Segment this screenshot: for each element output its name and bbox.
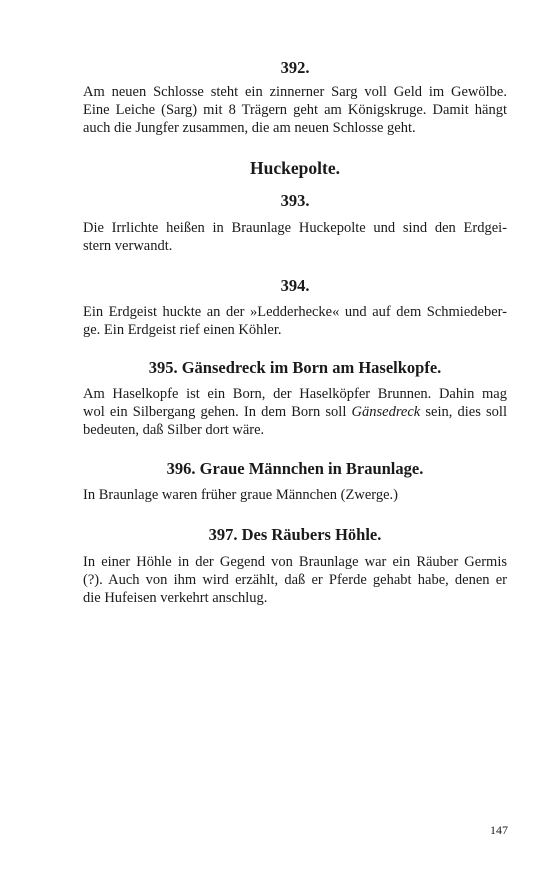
italic-word: Gänsedreck [351,404,421,420]
text-line: (?). Auch von ihm wird erzählt, daß er Pferde gehabt habe, denen er [83,572,507,588]
section-394 [83,276,507,296]
text-line: die Hufeisen verkehrt anschlug. [83,590,268,606]
section-393-body [83,219,507,255]
text-line: In einer Höhle in der Gegend von Braunlage war ein Räuber Germis [83,554,507,570]
section-heading: 395. Gänsedreck im Born am Haselkopfe. [148,358,442,377]
paragraph [83,486,507,504]
text-line: Die Irrlichte heißen in Braunlage Huckepolte und sind den Erdgei- [83,220,507,236]
text-line: Am Haselkopfe ist ein Born, der Haselköpfer Brunnen. Dahin mag [83,386,507,402]
section-395 [83,358,507,378]
text-fragment: sein, dies soll [425,404,507,420]
paragraph [83,303,507,339]
group-title: Huckepolte. [250,158,340,178]
section-397-body [83,553,507,607]
text-line: Am neuen Schlosse steht ein zinnerner Sarg voll Geld im Gewölbe. [83,84,507,100]
text-line: Ein Erdgeist huckte an der »Ledderhecke« und auf dem Schmiedeber- [83,304,507,320]
section-393 [83,191,507,211]
paragraph [83,219,507,255]
section-heading: 392. [280,58,310,77]
paragraph [83,83,507,137]
section-396 [83,459,507,479]
text-line: auch die Jungfer zusammen, die am neuen Schlosse geht. [83,120,416,136]
text-line [83,403,507,421]
text-line: bedeuten, daß Silber dort wäre. [83,422,265,438]
page-number: 147 [490,823,508,837]
section-heading: 397. Des Räubers Höhle. [208,525,382,544]
section-392 [83,58,507,78]
group-title-block [83,158,507,178]
section-395-body [83,385,507,439]
text-fragment: wol ein Silbergang gehen. In dem Born soll [83,404,347,420]
section-396-body [83,486,507,504]
text-line: stern verwandt. [83,238,173,254]
section-394-body [83,303,507,339]
section-392-body [83,83,507,137]
paragraph [83,385,507,439]
section-397 [83,525,507,545]
text-line: Eine Leiche (Sarg) mit 8 Trägern geht am Königskruge. Damit hängt [83,102,507,118]
text-line: ge. Ein Erdgeist rief einen Köhler. [83,322,282,338]
section-heading: 396. Graue Männchen in Braunlage. [166,459,424,478]
paragraph [83,553,507,607]
section-heading: 394. [280,276,310,295]
text-line: In Braunlage waren früher graue Männchen (Zwerge.) [83,487,398,503]
section-heading: 393. [280,191,310,210]
